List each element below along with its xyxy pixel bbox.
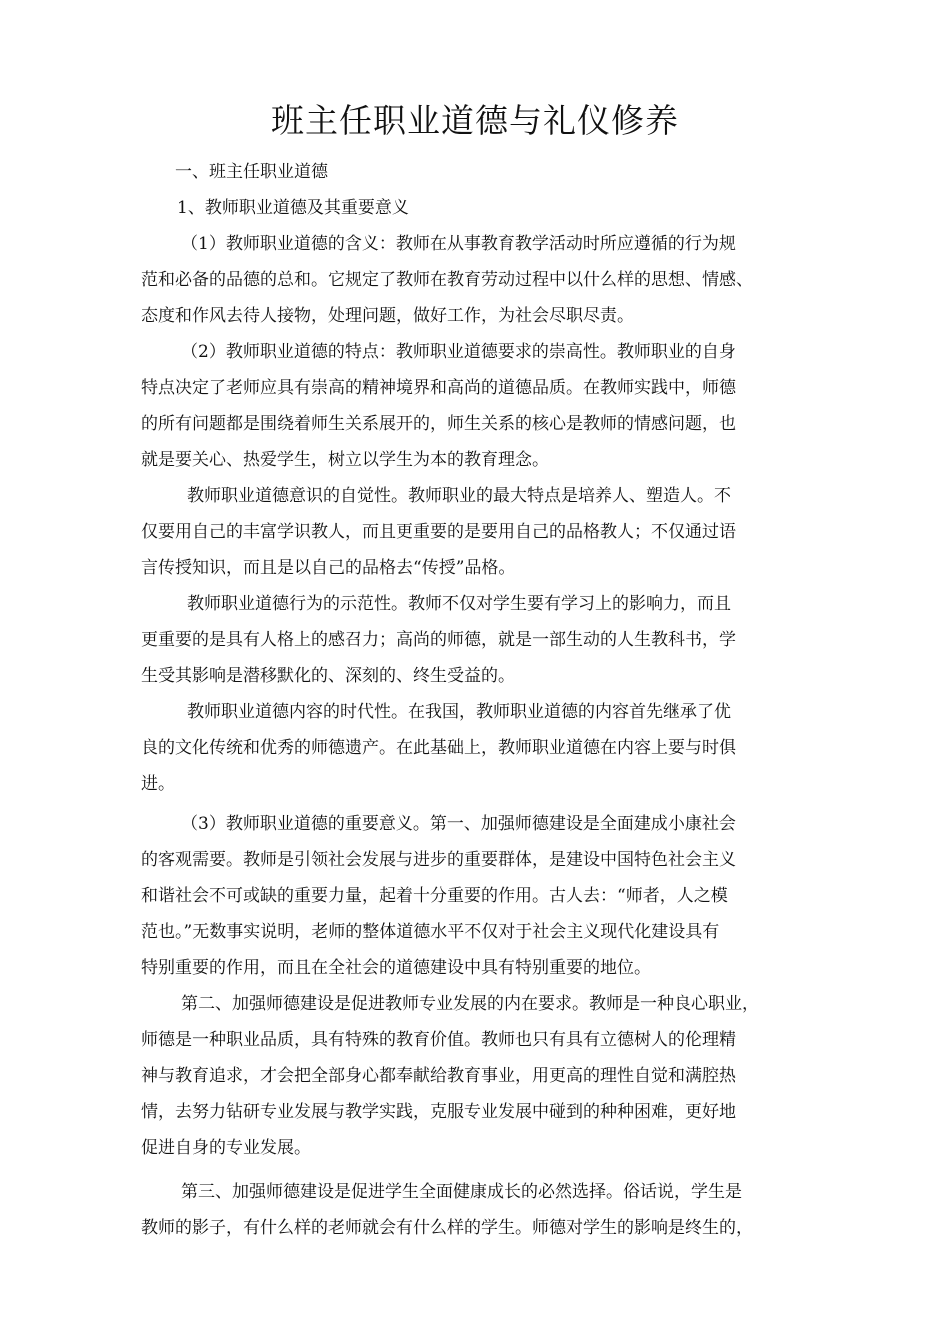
paragraph-line: 神与教育追求，才会把全部身心都奉献给教育事业，用更高的理性自觉和满腔热 <box>141 1066 736 1086</box>
paragraph-definition <box>141 226 831 334</box>
paragraph-line: 更重要的是具有人格上的感召力；高尚的师德，就是一部生动的人生教科书，学 <box>141 630 736 650</box>
paragraph-line: 教师的影子，有什么样的老师就会有什么样的学生。师德对学生的影响是终生的， <box>141 1218 753 1238</box>
paragraph-line: 情，去努力钻研专业发展与教学实践，克服专业发展中碰到的种种困难，更好地 <box>141 1102 736 1122</box>
paragraph-line: 的所有问题都是围绕着师生关系展开的，师生关系的核心是教师的情感问题，也 <box>141 414 736 434</box>
paragraph-line: 良的文化传统和优秀的师德遗产。在此基础上，教师职业道德在内容上要与时俱 <box>141 738 736 758</box>
subsection-heading <box>141 190 831 226</box>
paragraph-line: 仅要用自己的丰富学识教人，而且更重要的是要用自己的品格教人；不仅通过语 <box>141 522 736 542</box>
paragraph-line: 特别重要的作用，而且在全社会的道德建设中具有特别重要的地位。 <box>141 958 651 978</box>
paragraph-line: 第二、加强师德建设是促进教师专业发展的内在要求。教师是一种良心职业， <box>181 994 759 1014</box>
paragraph-significance <box>141 806 831 986</box>
paragraph-line: 态度和作风去待人接物，处理问题，做好工作，为社会尽职尽责。 <box>141 306 634 326</box>
paragraph-era <box>141 694 831 802</box>
paragraph-line: 范和必备的品德的总和。它规定了教师在教育劳动过程中以什么样的思想、情感、 <box>141 270 753 290</box>
paragraph-line: （3）教师职业道德的重要意义。第一、加强师德建设是全面建成小康社会 <box>181 814 736 834</box>
paragraph-line: 教师职业道德内容的时代性。在我国，教师职业道德的内容首先继承了优 <box>187 702 731 722</box>
document-title: 班主任职业道德与礼仪修养 <box>271 101 679 140</box>
paragraph-line: 的客观需要。教师是引领社会发展与进步的重要群体，是建设中国特色社会主义 <box>141 850 736 870</box>
paragraph-characteristics <box>141 334 831 478</box>
paragraph-line: 教师职业道德意识的自觉性。教师职业的最大特点是培养人、塑造人。不 <box>187 486 731 506</box>
paragraph-line: （2）教师职业道德的特点：教师职业道德要求的崇高性。教师职业的自身 <box>181 342 736 362</box>
paragraph-line: 教师职业道德行为的示范性。教师不仅对学生要有学习上的影响力，而且 <box>187 594 731 614</box>
paragraph-line: 生受其影响是潜移默化的、深刻的、终生受益的。 <box>141 666 515 686</box>
paragraph-line: 范也。”无数事实说明，老师的整体道德水平不仅对于社会主义现代化建设具有 <box>141 922 720 942</box>
heading-line: 一、班主任职业道德 <box>175 162 328 182</box>
paragraph-consciousness <box>141 478 831 586</box>
paragraph-line: 和谐社会不可或缺的重要力量，起着十分重要的作用。古人去：“师者，人之模 <box>141 886 728 906</box>
section-heading <box>141 154 831 190</box>
paragraph-line: 进。 <box>141 774 175 794</box>
paragraph-second <box>141 986 831 1166</box>
paragraph-third <box>141 1174 831 1246</box>
paragraph-line: （1）教师职业道德的含义：教师在从事教育教学活动时所应遵循的行为规 <box>181 234 736 254</box>
paragraph-line: 第三、加强师德建设是促进学生全面健康成长的必然选择。俗话说，学生是 <box>181 1182 742 1202</box>
document-body <box>141 154 831 1246</box>
paragraph-line: 就是要关心、热爱学生，树立以学生为本的教育理念。 <box>141 450 549 470</box>
heading-line: 1、教师职业道德及其重要意义 <box>177 198 409 218</box>
paragraph-line: 特点决定了老师应具有崇高的精神境界和高尚的道德品质。在教师实践中，师德 <box>141 378 736 398</box>
paragraph-line: 言传授知识，而且是以自己的品格去“传授”品格。 <box>141 558 516 578</box>
paragraph-exemplary <box>141 586 831 694</box>
paragraph-line: 促进自身的专业发展。 <box>141 1138 311 1158</box>
paragraph-line: 师德是一种职业品质，具有特殊的教育价值。教师也只有具有立德树人的伦理精 <box>141 1030 736 1050</box>
